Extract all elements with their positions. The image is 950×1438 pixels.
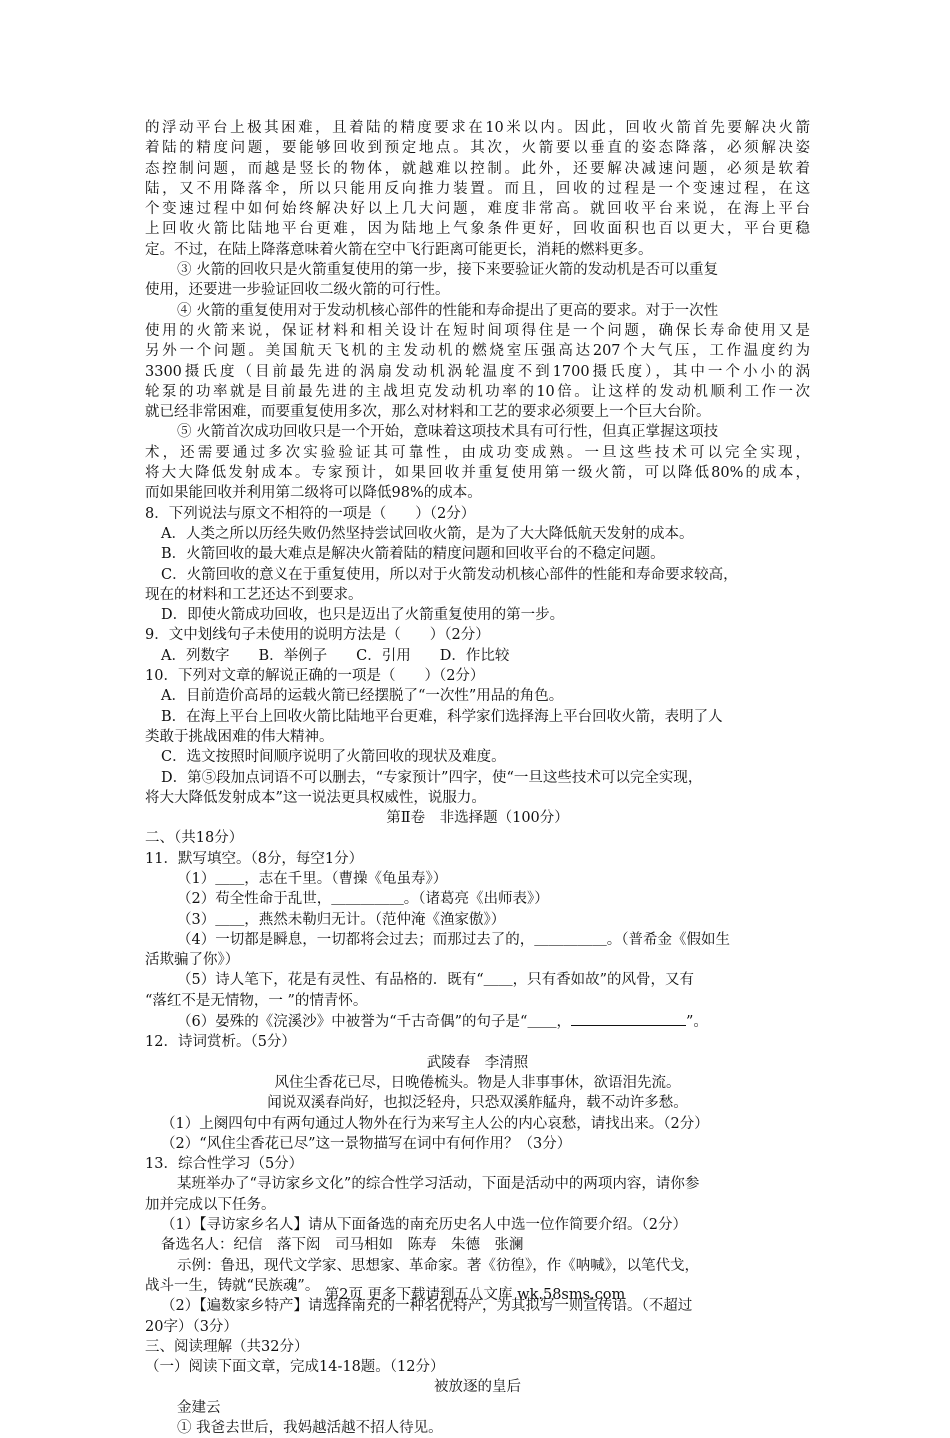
text-line: 另外一个问题。美国航天飞机的主发动机的燃烧室压强高达207个大气压，工作温度约为 [145,343,810,360]
question-9-options: A．列数字 B．举例子 C．引用 D．作比较 [161,647,510,664]
page-footer: 第2页 更多下载请到五八文库 wk.58sms.com [324,1287,626,1303]
question-10-option-b: B．在海上平台上回收火箭比陆地平台更难，科学家们选择海上平台回收火箭，表明了人 [161,708,723,725]
question-10-option-a: A．目前造价高昂的运载火箭已经摆脱了“一次性”用品的角色。 [161,688,564,705]
reading-1-instruction: （一）阅读下面文章，完成14-18题。（12分） [145,1359,445,1376]
answer-blank [571,1011,686,1026]
question-11-item-3: （3）＿＿，燕然未勒归无计。（范仲淹《渔家傲》） [177,911,506,928]
question-10-option-c: C．选文按照时间顺序说明了火箭回收的现状及难度。 [161,749,506,766]
question-13-example: 示例：鲁迅，现代文学家、思想家、革命家。著《彷徨》，作《呐喊》，以笔代戈， [177,1257,699,1274]
question-11-item-4: （4）一切都是瞬息，一切都将会过去；而那过去了的，＿＿＿＿＿。（普希金《假如生 [177,931,730,948]
text-line: 3300摄氏度（目前最先进的涡扇发动机涡轮温度不到1700摄氏度），其中一个小小的涡 [145,363,810,380]
text-line: 轮泵的功率就是目前最先进的主战坦克发动机功率的10倍。让这样的发动机顺利工作一次 [145,383,810,400]
text-line: 使用，还要进一步验证回收二级火箭的可行性。 [145,282,450,299]
question-10-stem: 10．下列对文章的解说正确的一项是（ ）（2分） [145,668,485,685]
question-12-stem: 12．诗词赏析。（5分） [145,1034,296,1051]
part-3-heading: 三、阅读理解（共32分） [145,1338,309,1355]
question-10-option-d: D．第⑤段加点词语不可以删去，“专家预计”四字，使“一旦这些技术可以完全实现， [161,769,703,786]
part-2-heading: 二、（共18分） [145,830,244,847]
text-line: 定。不过，在陆上降落意味着火箭在空中飞行距离可能更长，消耗的燃料更多。 [145,241,653,258]
question-11-item-2: （2）苟全性命于乱世，＿＿＿＿＿。（诸葛亮《出师表》） [177,891,549,908]
text-line: 上回收火箭比陆地平台更难，因为陆地上气象条件更好，回收面积也百以更大，平台更稳 [145,221,810,238]
text-line: 将大大降低发射成本。专家预计，如果回收并重复使用第一级火箭，可以降低80%的成本， [145,465,810,482]
section-2-title: 第Ⅱ卷 非选择题（100分） [386,810,569,827]
question-13-intro-cont: 加并完成以下任务。 [145,1196,276,1213]
question-10-option-b-cont: 类敢于挑战困难的伟大精神。 [145,728,334,745]
paragraph-4-line: ④ 火箭的重复使用对于发动机核心部件的性能和寿命提出了更高的要求。对于一次性 [177,302,719,319]
text-line: 陆，又不用降落伞，所以只能用反向推力装置。而且，回收的过程是一个变速过程，在这 [145,180,810,197]
question-10-option-d-cont: 将大大降低发射成本”这一说法更具权威性，说服力。 [145,789,486,806]
question-13-task-2-cont: 20字）（3分） [145,1318,238,1335]
question-11-item-5: （5）诗人笔下，花是有灵性、有品格的．既有“＿＿，只有香如故”的风骨，又有 [177,972,695,989]
question-13-task-2: （2）【遍数家乡特产】请选择南充的一种名优特产，为其拟写一则宣传语。（不超过 [161,1298,693,1315]
question-8-option-c-cont: 现在的材料和工艺还达不到要求。 [145,586,363,603]
text-line: 而如果能回收并利用第二级将可以降低98%的成本。 [145,485,482,502]
text-line: 个变速过程中如何始终解决好以上几大问题，难度非常高。就回收平台来说，在海上平台 [145,201,810,218]
text-line: 的浮动平台上极其困难，且着陆的精度要求在10米以内。因此，回收火箭首先要解决火箭 [145,120,810,136]
question-13-intro: 某班举办了“寻访家乡文化”的综合性学习活动，下面是活动中的两项内容，请你参 [177,1176,700,1193]
question-8-option-c: C．火箭回收的意义在于重复使用，所以对于火箭发动机核心部件的性能和寿命要求较高， [161,566,738,583]
text-line: 术，还需要通过多次实验验证其可靠性，由成功变成熟。一旦这些技术可以完全实现， [145,444,810,461]
question-11-item-1: （1）＿＿，志在千里。（曹操《龟虽寿》） [177,870,448,887]
article-author: 金建云 [177,1399,221,1416]
question-13-stem: 13．综合性学习（5分） [145,1156,304,1173]
item-6-text: （6）晏殊的《浣溪沙》中被誉为“千古奇偶”的句子是“＿＿， [177,1014,571,1031]
question-11-stem: 11．默写填空。（8分，每空1分） [145,850,364,867]
question-8-option-b: B．火箭回收的最大难点是解决火箭着陆的精度问题和回收平台的不稳定问题。 [161,546,665,563]
question-9-stem: 9．文中划线句子未使用的说明方法是（ ）（2分） [145,627,490,644]
question-12-part-1: （1）上阕四句中有两句通过人物外在行为来写主人公的内心哀愁，请找出来。（2分） [161,1115,709,1132]
poem-line-2: 闻说双溪春尚好，也拟泛轻舟，只恐双溪舴艋舟，载不动许多愁。 [267,1095,688,1112]
question-11-item-6 [145,1011,810,1032]
question-8-stem: 8．下列说法与原文不相符的一项是（ ）（2分） [145,505,476,522]
question-11-item-4-cont: 活欺骗了你》） [145,952,240,969]
question-13-example-cont: 战斗一生，铸就“民族魂”。 [145,1277,320,1294]
paragraph-5-line: ⑤ 火箭首次成功回收只是一个开始，意味着这项技术具有可行性，但真正掌握这项技 [177,424,719,441]
paragraph-3-line: ③ 火箭的回收只是火箭重复使用的第一步，接下来要验证火箭的发动机是否可以重复 [177,262,719,279]
text-line: 着陆的精度问题，要能够回收到预定地点。其次，火箭要以垂直的姿态降落，必须解决姿 [145,140,810,157]
question-8-option-d: D．即使火箭成功回收，也只是迈出了火箭重复使用的第一步。 [161,607,565,624]
question-13-candidates: 备选名人：纪信 落下闳 司马相如 陈寿 朱德 张澜 [161,1237,524,1254]
document-body [145,118,810,1438]
question-13-task-1: （1）【寻访家乡名人】请从下面备选的南充历史名人中选一位作简要介绍。（2分） [161,1217,687,1234]
text-line: 就已经非常困难，而要重复使用多次，那么对材料和工艺的要求必须要上一个巨大台阶。 [145,404,711,421]
question-8-option-a: A．人类之所以历经失败仍然坚持尝试回收火箭，是为了大大降低航天发射的成本。 [161,525,694,542]
text-line: 态控制问题，而越是竖长的物体，就越难以控制。此外，还要解决减速问题，必须是软着 [145,160,810,177]
poem-line-1: 风住尘香花已尽，日晚倦梳头。物是人非事事休，欲语泪先流。 [274,1074,681,1091]
question-12-part-2: （2）“风住尘香花已尽”这一景物描写在词中有何作用？（3分） [161,1135,572,1152]
article-title: 被放逐的皇后 [434,1379,521,1396]
poem-title: 武陵春 李清照 [426,1054,529,1071]
article-paragraph-1: ① 我爸去世后，我妈越活越不招人待见。 [177,1420,443,1436]
question-11-item-5-cont: “落红不是无情物，一 ”的情青怀。 [145,992,368,1009]
item-6-end: ”。 [685,1014,708,1031]
text-line: 使用的火箭来说，保证材料和相关设计在短时间项得住是一个问题，确保长寿命使用又是 [145,322,810,339]
